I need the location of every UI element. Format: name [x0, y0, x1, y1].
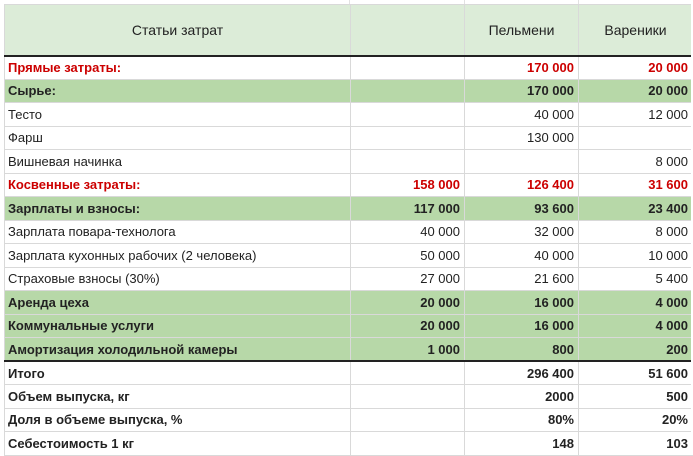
header-vareniki[interactable]: Вареники — [579, 5, 693, 56]
cell-pelmeni[interactable]: 32 000 — [465, 220, 579, 244]
table-row — [5, 385, 693, 409]
cell-vareniki[interactable]: 12 000 — [579, 103, 693, 127]
cell-name[interactable]: Объем выпуска, кг — [5, 385, 351, 409]
table-row — [5, 56, 693, 80]
table-row — [5, 267, 693, 291]
table-row — [5, 173, 693, 197]
header-cost-items[interactable]: Статьи затрат — [5, 5, 351, 56]
cell-total[interactable]: 20 000 — [351, 291, 465, 315]
cell-total[interactable] — [351, 408, 465, 432]
cell-vareniki[interactable]: 8 000 — [579, 220, 693, 244]
header-pelmeni[interactable]: Пельмени — [465, 5, 579, 56]
cell-name[interactable]: Зарплаты и взносы: — [5, 197, 351, 221]
cell-pelmeni[interactable]: 130 000 — [465, 126, 579, 150]
table-row — [5, 432, 693, 456]
cell-total[interactable] — [351, 56, 465, 80]
cell-pelmeni[interactable]: 148 — [465, 432, 579, 456]
cell-total[interactable]: 40 000 — [351, 220, 465, 244]
cell-pelmeni[interactable]: 16 000 — [465, 314, 579, 338]
cell-vareniki[interactable] — [579, 126, 693, 150]
table-row — [5, 291, 693, 315]
cell-pelmeni[interactable]: 16 000 — [465, 291, 579, 315]
cell-pelmeni[interactable]: 170 000 — [465, 56, 579, 80]
cell-total[interactable] — [351, 361, 465, 385]
cell-vareniki[interactable]: 4 000 — [579, 314, 693, 338]
cell-name[interactable]: Коммунальные услуги — [5, 314, 351, 338]
cell-vareniki[interactable]: 8 000 — [579, 150, 693, 174]
cell-pelmeni[interactable]: 296 400 — [465, 361, 579, 385]
table-row — [5, 314, 693, 338]
cell-vareniki[interactable]: 51 600 — [579, 361, 693, 385]
cell-vareniki[interactable]: 103 — [579, 432, 693, 456]
cell-name[interactable]: Аренда цеха — [5, 291, 351, 315]
cell-total[interactable] — [351, 103, 465, 127]
cell-vareniki[interactable]: 31 600 — [579, 173, 693, 197]
cell-name[interactable]: Страховые взносы (30%) — [5, 267, 351, 291]
cell-total[interactable]: 50 000 — [351, 244, 465, 268]
table-row — [5, 361, 693, 385]
cell-total[interactable]: 27 000 — [351, 267, 465, 291]
cell-name[interactable]: Прямые затраты: — [5, 56, 351, 80]
table-row — [5, 197, 693, 221]
cell-name[interactable]: Фарш — [5, 126, 351, 150]
cell-name[interactable]: Себестоимость 1 кг — [5, 432, 351, 456]
cell-vareniki[interactable]: 5 400 — [579, 267, 693, 291]
cell-total[interactable] — [351, 385, 465, 409]
cell-pelmeni[interactable]: 21 600 — [465, 267, 579, 291]
cell-total[interactable] — [351, 432, 465, 456]
table-row — [5, 338, 693, 362]
cell-pelmeni[interactable]: 93 600 — [465, 197, 579, 221]
table-row — [5, 150, 693, 174]
cell-vareniki[interactable]: 4 000 — [579, 291, 693, 315]
cell-name[interactable]: Тесто — [5, 103, 351, 127]
cell-name[interactable]: Итого — [5, 361, 351, 385]
cell-pelmeni[interactable] — [465, 150, 579, 174]
cell-name[interactable]: Сырье: — [5, 79, 351, 103]
cell-vareniki[interactable]: 20 000 — [579, 79, 693, 103]
cell-pelmeni[interactable]: 40 000 — [465, 244, 579, 268]
cell-name[interactable]: Доля в объеме выпуска, % — [5, 408, 351, 432]
cell-pelmeni[interactable]: 126 400 — [465, 173, 579, 197]
cell-pelmeni[interactable]: 40 000 — [465, 103, 579, 127]
table-row — [5, 220, 693, 244]
cell-name[interactable]: Амортизация холодильной камеры — [5, 338, 351, 362]
cell-vareniki[interactable]: 500 — [579, 385, 693, 409]
cell-vareniki[interactable]: 20 000 — [579, 56, 693, 80]
cell-name[interactable]: Зарплата повара-технолога — [5, 220, 351, 244]
cell-total[interactable] — [351, 150, 465, 174]
table-row — [5, 244, 693, 268]
cell-vareniki[interactable]: 23 400 — [579, 197, 693, 221]
cell-total[interactable]: 158 000 — [351, 173, 465, 197]
cell-total[interactable]: 20 000 — [351, 314, 465, 338]
table-row — [5, 103, 693, 127]
table-row — [5, 408, 693, 432]
cell-pelmeni[interactable]: 170 000 — [465, 79, 579, 103]
cell-name[interactable]: Зарплата кухонных рабочих (2 человека) — [5, 244, 351, 268]
cell-pelmeni[interactable]: 80% — [465, 408, 579, 432]
table-row — [5, 79, 693, 103]
cell-name[interactable]: Косвенные затраты: — [5, 173, 351, 197]
cell-vareniki[interactable]: 10 000 — [579, 244, 693, 268]
cell-vareniki[interactable]: 20% — [579, 408, 693, 432]
cell-pelmeni[interactable]: 800 — [465, 338, 579, 362]
cell-pelmeni[interactable]: 2000 — [465, 385, 579, 409]
cell-total[interactable]: 1 000 — [351, 338, 465, 362]
cell-total[interactable] — [351, 126, 465, 150]
cell-name[interactable]: Вишневая начинка — [5, 150, 351, 174]
header-total[interactable] — [351, 5, 465, 56]
table-row — [5, 126, 693, 150]
table-header-row — [5, 5, 693, 56]
cost-table — [4, 4, 693, 456]
cell-vareniki[interactable]: 200 — [579, 338, 693, 362]
cell-total[interactable]: 117 000 — [351, 197, 465, 221]
cell-total[interactable] — [351, 79, 465, 103]
